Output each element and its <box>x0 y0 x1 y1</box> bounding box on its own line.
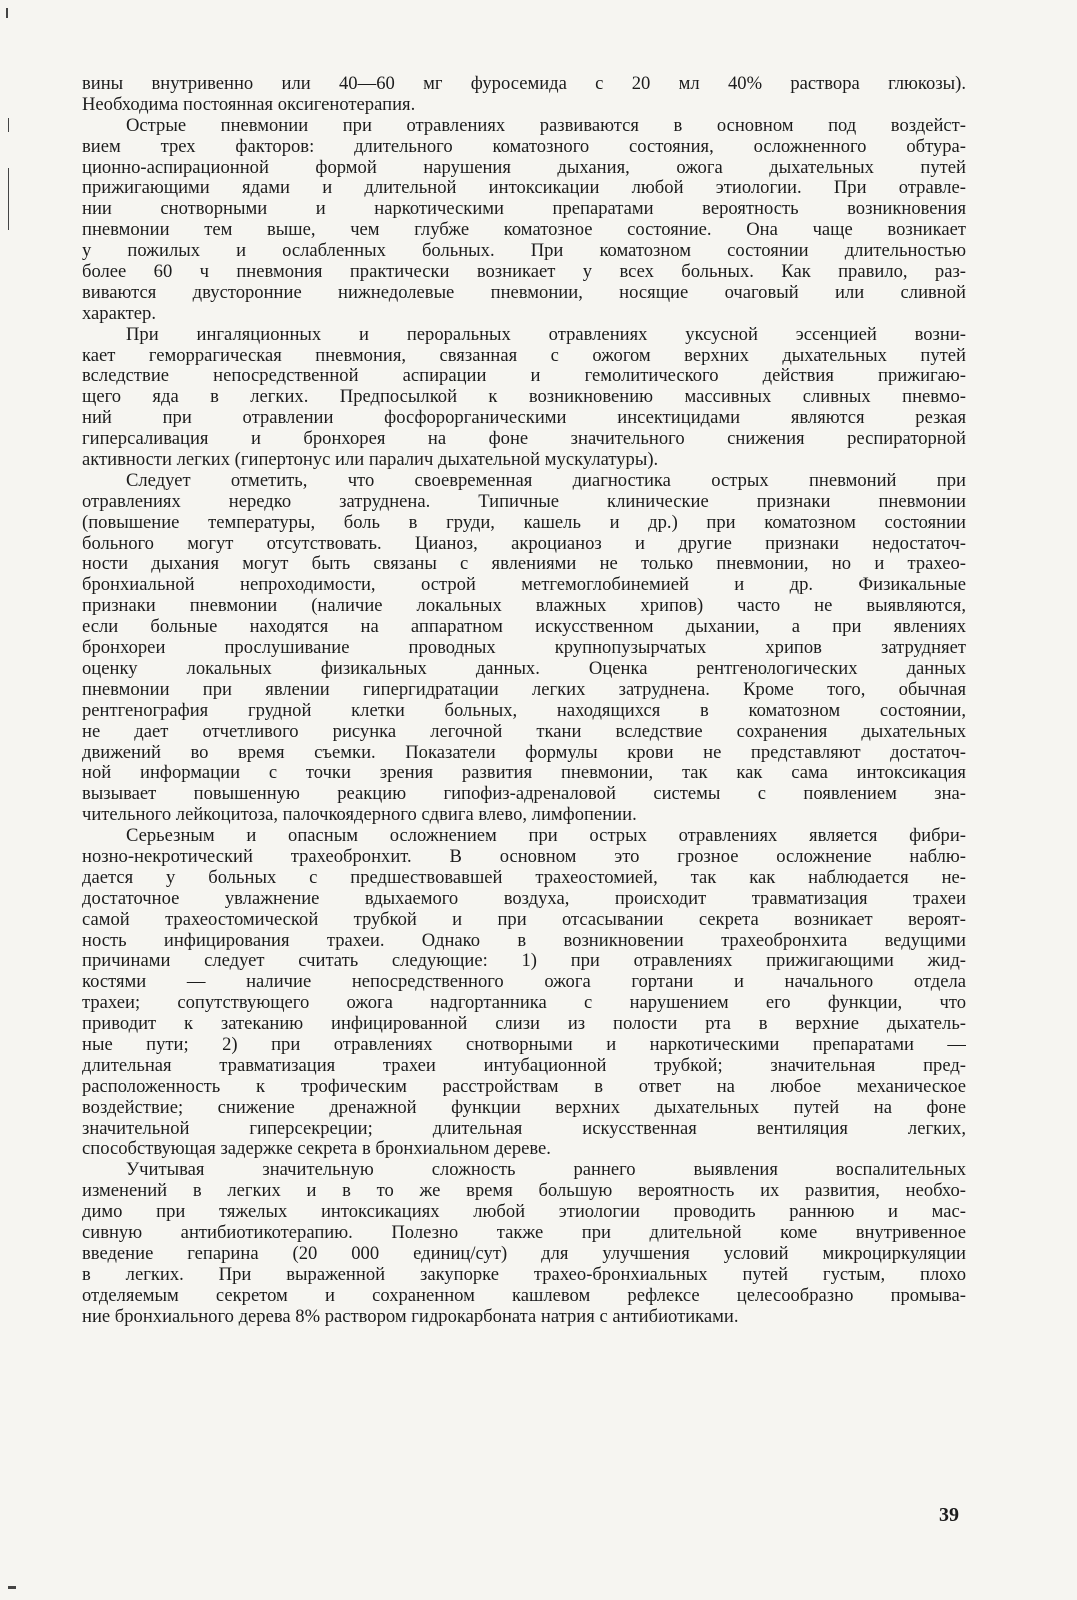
text-line: у пожилых и ослабленных больных. При коматозном состоянии длительностью <box>82 241 966 262</box>
paragraph <box>82 325 966 471</box>
text-line: пневмонии при явлении гипергидратации легких затруднена. Кроме того, обычная <box>82 679 966 700</box>
text-line: активности легких (гипертонус или паралич дыхательной мускулатуры). <box>82 450 659 471</box>
text-line: отделяемым секретом и сохраненном кашлевом рефлексе целесообразно промыва- <box>82 1285 966 1306</box>
text-line: не дает отчетливого рисунка легочной ткани вследствие сохранения дыхательных <box>82 721 966 742</box>
text-line: вызывает повышенную реакцию гипофиз-адреналовой системы с появлением зна- <box>82 784 966 805</box>
text-line: ность инфицирования трахеи. Однако в возникновении трахеобронхита ведущими <box>82 930 966 951</box>
text-line: рентгенография грудной клетки больных, находящихся в коматозном состоянии, <box>82 700 966 721</box>
text-line: виваются двусторонние нижнедолевые пневмонии, носящие очаговый или сливной <box>82 282 966 303</box>
text-line: изменений в легких и в то же время большую вероятность их развития, необхо- <box>82 1181 966 1202</box>
text-line: движений во время съемки. Показатели формулы крови не представляют достаточ- <box>82 742 966 763</box>
text-line: Острые пневмонии при отравлениях развиваются в основном под воздейст- <box>126 115 966 136</box>
text-line: прижигающими ядами и длительной интоксикации любой этиологии. При отравле- <box>82 178 966 199</box>
text-line: бронхиальной непроходимости, острой метгемоглобинемией и др. Физикальные <box>82 575 966 596</box>
text-line: больного могут отсутствовать. Цианоз, акроцианоз и другие признаки недостаточ- <box>82 533 966 554</box>
text-line: димо при тяжелых интоксикациях любой этиологии проводить раннюю и мас- <box>82 1202 966 1223</box>
scan-mark-top-left <box>6 8 8 18</box>
text-line: костями — наличие непосредственного ожога гортани и начального отдела <box>82 972 966 993</box>
text-line: кает геморрагическая пневмония, связанная с ожогом верхних дыхательных путей <box>82 345 966 366</box>
text-line: трахеи; сопутствующего ожога надгортанника с нарушением его функции, что <box>82 993 966 1014</box>
text-line: ние бронхиального дерева 8% раствором гидрокарбоната натрия с антибиотиками. <box>82 1306 739 1327</box>
text-line: значительной гиперсекреции; длительная искусственная вентиляция легких, <box>82 1118 966 1139</box>
text-line: длительная травматизация трахеи интубационной трубкой; значительная пред- <box>82 1055 966 1076</box>
text-line: если больные находятся на аппаратном искусственном дыхании, а при явлениях <box>82 617 966 638</box>
paragraph <box>82 74 966 116</box>
text-line: воздействие; снижение дренажной функции верхних дыхательных путей на фоне <box>82 1097 966 1118</box>
page-number: 39 <box>939 1504 959 1526</box>
scan-mark-bottom-left <box>8 1586 16 1589</box>
text-line: способствующая задержке секрета в бронхиальном дереве. <box>82 1139 551 1160</box>
text-line: дается у больных с предшествовавшей трахеостомией, так как наблюдается не- <box>82 867 966 888</box>
text-line: причинами следует считать следующие: 1) при отравлениях прижигающими жид- <box>82 951 966 972</box>
text-line: сивную антибиотикотерапию. Полезно также при длительной коме внутривенное <box>82 1222 966 1243</box>
text-line: вины внутривенно или 40—60 мг фуросемида с 20 мл 40% раствора глюкозы). <box>82 74 966 94</box>
text-line: приводит к затеканию инфицированной слизи из полости рта в верхние дыхатель- <box>82 1014 966 1035</box>
text-line: вследствие непосредственной аспирации и гемолитического действия прижигаю- <box>82 366 966 387</box>
text-line: ционно-аспирационной формой нарушения дыхания, ожога дыхательных путей <box>82 157 966 178</box>
scan-mark-left-1 <box>8 118 9 132</box>
text-line: достаточное увлажнение вдыхаемого воздуха, происходит травматизация трахеи <box>82 888 966 909</box>
text-line: характер. <box>82 303 156 324</box>
text-line: ные пути; 2) при отравлениях снотворными и наркотическими препаратами — <box>82 1034 966 1055</box>
text-line: оценку локальных физикальных данных. Оценка рентгенологических данных <box>82 658 966 679</box>
text-line: более 60 ч пневмония практически возникает у всех больных. Как правило, раз- <box>82 262 966 283</box>
text-line: ной информации с точки зрения развития пневмонии, так как сама интоксикация <box>82 763 966 784</box>
scan-mark-left-2 <box>8 168 9 230</box>
paragraph <box>82 1160 966 1327</box>
text-line: введение гепарина (20 000 единиц/сут) для улучшения условий микроциркуляции <box>82 1243 966 1264</box>
paragraph <box>82 826 966 1160</box>
text-line: Серьезным и опасным осложнением при острых отравлениях является фибри- <box>126 826 966 847</box>
paragraph <box>82 471 966 826</box>
text-line: в легких. При выраженной закупорке трахео-бронхиальных путей густым, плохо <box>82 1264 966 1285</box>
text-line: Необходима постоянная оксигенотерапия. <box>82 94 416 115</box>
text-line: вием трех факторов: длительного коматозного состояния, осложненного обтура- <box>82 136 966 157</box>
text-line: пневмонии тем выше, чем глубже коматозное состояние. Она чаще возникает <box>82 220 966 241</box>
text-line: бронхореи прослушивание проводных крупнопузырчатых хрипов затрудняет <box>82 638 966 659</box>
text-line: При ингаляционных и пероральных отравлениях уксусной эссенцией возни- <box>126 324 966 345</box>
document-page <box>82 74 966 1327</box>
text-line: чительного лейкоцитоза, палочкоядерного сдвига влево, лимфопении. <box>82 805 637 826</box>
text-line: отравлениях нередко затруднена. Типичные клинические признаки пневмонии <box>82 491 966 512</box>
text-line: нии снотворными и наркотическими препаратами вероятность возникновения <box>82 199 966 220</box>
text-line: гиперсаливация и бронхорея на фоне значительного снижения респираторной <box>82 429 966 450</box>
text-line: нозно-некротический трахеобронхит. В основном это грозное осложнение наблю- <box>82 846 966 867</box>
text-line: Следует отметить, что своевременная диагностика острых пневмоний при <box>126 470 966 491</box>
text-line: самой трахеостомической трубкой и при отсасывании секрета возникает вероят- <box>82 909 966 930</box>
text-line: ности дыхания могут быть связаны с явлениями не только пневмонии, но и трахео- <box>82 554 966 575</box>
text-line: ний при отравлении фосфорорганическими инсектицидами являются резкая <box>82 408 966 429</box>
text-line: Учитывая значительную сложность раннего выявления воспалительных <box>126 1160 966 1181</box>
paragraph <box>82 116 966 325</box>
text-line: щего яда в легких. Предпосылкой к возникновению массивных сливных пневмо- <box>82 387 966 408</box>
text-line: расположенность к трофическим расстройствам в ответ на любое механическое <box>82 1076 966 1097</box>
text-line: признаки пневмонии (наличие локальных влажных хрипов) часто не выявляются, <box>82 596 966 617</box>
text-line: (повышение температуры, боль в груди, кашель и др.) при коматозном состоянии <box>82 512 966 533</box>
